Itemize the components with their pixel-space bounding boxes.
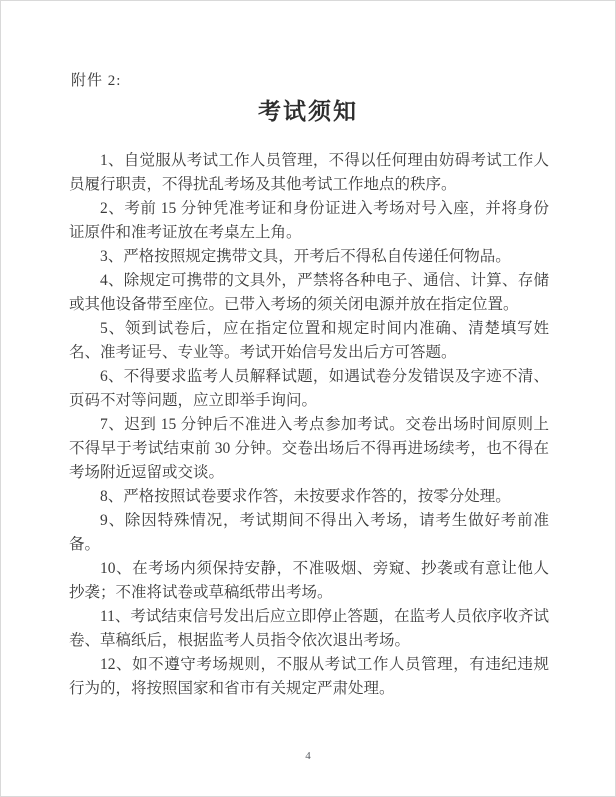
notice-body [69, 149, 549, 701]
notice-item: 6、不得要求监考人员解释试题，如遇试卷分发错误及字迹不清、页码不对等问题，应立即举手询问。 [69, 368, 549, 409]
notice-item: 9、除因特殊情况，考试期间不得出入考场，请考生做好考前准备。 [69, 512, 549, 553]
notice-item: 7、迟到 15 分钟后不准进入考点参加考试。交卷出场时间原则上不得早于考试结束前 30 分钟。交卷出场后不得再进场续考，也不得在考场附近逗留或交谈。 [69, 416, 549, 481]
notice-item: 4、除规定可携带的文具外，严禁将各种电子、通信、计算、存储或其他设备带至座位。已带入考场的须关闭电源并放在指定位置。 [69, 272, 549, 313]
notice-item: 12、如不遵守考场规则，不服从考试工作人员管理，有违纪违规行为的，将按照国家和省市有关规定严肃处理。 [69, 656, 549, 697]
page-number: 4 [305, 750, 311, 762]
notice-item: 8、严格按照试卷要求作答，未按要求作答的，按零分处理。 [100, 488, 511, 505]
notice-item: 10、在考场内须保持安静，不准吸烟、旁窥、抄袭或有意让他人抄袭；不准将试卷或草稿纸带出考场。 [69, 560, 549, 601]
notice-item: 3、严格按照规定携带文具，开考后不得私自传递任何物品。 [100, 248, 511, 265]
notice-item: 1、自觉服从考试工作人员管理，不得以任何理由妨碍考试工作人员履行职责，不得扰乱考场及其他考试工作地点的秩序。 [69, 152, 549, 193]
notice-item: 11、考试结束信号发出后应立即停止答题，在监考人员依序收齐试卷、草稿纸后，根据监考人员指令依次退出考场。 [69, 608, 549, 649]
page-title: 考试须知 [258, 99, 358, 124]
attachment-label: 附件 2: [71, 73, 122, 89]
notice-item: 5、领到试卷后，应在指定位置和规定时间内准确、清楚填写姓名、准考证号、专业等。考试开始信号发出后方可答题。 [69, 320, 549, 361]
notice-item: 2、考前 15 分钟凭准考证和身份证进入考场对号入座，并将身份证原件和准考证放在考桌左上角。 [69, 200, 549, 241]
